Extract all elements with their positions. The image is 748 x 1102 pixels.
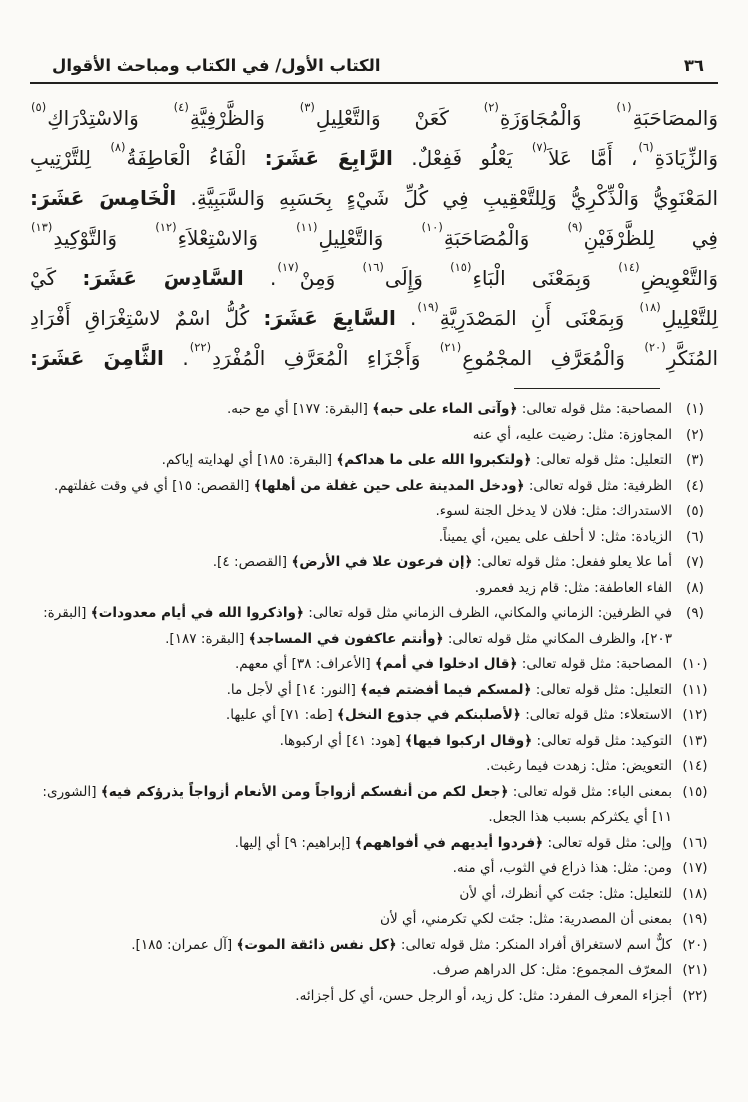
footnote-marker: (١) xyxy=(616,100,632,115)
running-head-title: الكتاب الأول/ في الكتاب ومباحث الأقوال xyxy=(52,56,381,75)
quran-quote: ﴿وأنتم عاكفون في المساجد﴾ xyxy=(248,630,444,647)
quran-quote: ﴿إن فرعون علا في الأرض﴾ xyxy=(291,554,473,570)
footnote-text xyxy=(32,984,672,1010)
text-run: وَالْمُصَاحَبَةِ xyxy=(443,226,567,250)
text-run: وَبِمَعْنَى الْبَاءِ xyxy=(472,266,618,290)
footnote-number: (٤) xyxy=(686,477,704,494)
text-line xyxy=(30,178,718,218)
quran-quote: ﴿ودخل المدينة على حين غفلة من أهلها﴾ xyxy=(253,477,525,494)
footnote-item xyxy=(32,831,718,857)
footnote-marker: (٢) xyxy=(483,100,499,115)
text-run: [طه: ٧١] أي عليها. xyxy=(225,707,337,723)
text-run: كُلُّ اسْمٌ لاسْتِغْرَاقِ أَفْرَادِ xyxy=(30,306,264,330)
footnote-text xyxy=(32,933,672,959)
quran-quote: ﴿لمسكم فيما أفضتم فيه﴾ xyxy=(360,681,532,698)
footnote-text xyxy=(32,474,672,500)
text-run: [البقرة: ١٨٥] أي لهدايته إياكم. xyxy=(161,452,337,468)
text-run: للتعليل: مثل: جئت كي أنظرك، أي لأن xyxy=(459,885,672,902)
footnote-item xyxy=(32,601,718,652)
footnote-number: (١١) xyxy=(682,681,708,698)
quran-quote: ﴿جعل لكم من أنفسكم أزواجاً ومن الأنعام أزواجاً يذرؤكم فيه﴾ xyxy=(100,783,509,800)
text-run: [القصص: ٤]. xyxy=(212,554,292,570)
footnote-item xyxy=(32,397,718,423)
text-run: ، أَمَّا عَلاَ xyxy=(548,146,638,170)
section-heading: الرَّابِعَ عَشَرَ: xyxy=(264,146,393,170)
footnote-number: (١٥) xyxy=(682,783,708,800)
text-run: [آل عمران: ١٨٥]. xyxy=(131,936,237,953)
footnote-number: (٢) xyxy=(686,426,704,443)
text-run: وَالاسْتِعْلاَءِ xyxy=(177,226,296,250)
text-line xyxy=(30,98,718,138)
footnote-item xyxy=(32,448,718,474)
footnote-number: (١٨) xyxy=(682,885,708,902)
header-rule xyxy=(30,82,718,84)
footnote-item xyxy=(32,780,718,831)
text-run: [القصص: ١٥] أي في وقت غفلتهم. xyxy=(53,477,254,494)
section-heading: الْخَامِسَ عَشَرَ: xyxy=(30,186,177,210)
text-run: وَالاسْتِدْرَاكِ xyxy=(47,106,173,130)
text-run: . xyxy=(163,346,189,370)
footnote-text xyxy=(32,754,672,780)
footnote-marker: (٢٠) xyxy=(644,340,666,355)
footnote-marker: (١٣) xyxy=(31,220,53,235)
footnote-text xyxy=(32,780,672,831)
footnote-number: (١) xyxy=(686,401,704,417)
footnote-number: (٧) xyxy=(686,554,704,570)
footnote-item xyxy=(32,499,718,525)
text-run: التعويض: مثل: زهدت فيما رغبت. xyxy=(486,758,672,774)
text-run: المَعْنَوِيُّ وَالْذِّكْرِيُّ وَلِلتَّعْقِيبِ فِي كُلِّ شَيْءٍ بِحَسَبِهِ وَالسَّبَبِيَّةِ. xyxy=(176,186,719,210)
footnote-text xyxy=(32,882,672,908)
text-run: وَبِمَعْنَى أَنِ المَصْدَرِيَّةِ xyxy=(439,306,639,330)
footnote-marker: (١٥) xyxy=(450,260,472,275)
section-heading: السَّابِعَ عَشَرَ: xyxy=(263,306,396,330)
footnote-text xyxy=(32,856,672,882)
footnote-text xyxy=(32,652,672,678)
footnote-item xyxy=(32,907,718,933)
text-run: وَالزِّيَادَةِ xyxy=(654,146,718,170)
text-run: وَالمصَاحَبَةِ xyxy=(632,106,719,130)
text-run: . xyxy=(395,306,417,330)
text-run: وَالْمُعَرَّفِ المجْمُوعِ xyxy=(462,346,644,370)
text-run: الاستدراك: مثل: فلان لا يدخل الجنة لسوء. xyxy=(435,503,672,519)
footnote-text xyxy=(32,525,672,551)
footnote-marker: (١٠) xyxy=(421,220,443,235)
footnote-text xyxy=(32,397,672,423)
footnote-marker: (١٤) xyxy=(618,260,640,275)
text-run: الزيادة: مثل: لا أحلف على يمين، أي يميناً. xyxy=(438,528,672,545)
footnote-marker: (٨) xyxy=(110,140,126,155)
quran-quote: ﴿فردوا أيديهم في أفواههم﴾ xyxy=(354,834,544,851)
footnote-text xyxy=(32,423,672,449)
text-run: كلٌّ اسم لاستغراق أفراد المنكر: مثل قوله تعالى: xyxy=(396,936,672,953)
footnote-item xyxy=(32,474,718,500)
footnote-marker: (٥) xyxy=(31,100,47,115)
text-run: [البقرة: ٢٠٣]، والظرف المكاني مثل قوله تعالى: xyxy=(43,605,672,647)
text-run: وإلى: مثل قوله تعالى: xyxy=(543,834,672,851)
text-line xyxy=(30,258,718,298)
text-run: الظرفية: مثل قوله تعالى: xyxy=(524,477,672,494)
page-header xyxy=(30,56,718,75)
footnote-number: (٢١) xyxy=(682,962,708,978)
footnote-marker: (١٧) xyxy=(277,260,299,275)
text-run: وَأَجْزَاءِ الْمُعَرَّفِ الْمُفْرَدِ xyxy=(212,346,439,370)
text-run: وَمِنْ xyxy=(299,266,362,290)
footnote-number: (٩) xyxy=(686,605,704,621)
text-line xyxy=(30,138,718,178)
text-run: وَالتَّوْكِيدِ xyxy=(53,226,155,250)
footnote-number: (٥) xyxy=(686,503,704,519)
footnote-separator xyxy=(514,388,660,389)
text-run: بمعنى أن المصدرية: مثل: جئت لكي تكرمني، أي لأن xyxy=(379,911,672,927)
footnote-text xyxy=(32,448,672,474)
footnote-marker: (١١) xyxy=(296,220,318,235)
footnote-number: (٢٠) xyxy=(682,936,708,953)
footnote-text xyxy=(32,550,672,576)
footnote-marker: (١٦) xyxy=(362,260,384,275)
footnote-item xyxy=(32,550,718,576)
footnote-item xyxy=(32,754,718,780)
footnote-number: (١٦) xyxy=(682,834,708,851)
footnote-number: (١٩) xyxy=(682,911,708,927)
text-run: الاستعلاء: مثل قوله تعالى: xyxy=(520,707,672,723)
text-line xyxy=(30,298,718,338)
text-run: [الأعراف: ٣٨] أي معهم. xyxy=(234,656,375,672)
text-run: [النور: ١٤] أي لأجل ما. xyxy=(226,681,361,698)
text-run: المعرّف المجموع: مثل: كل الدراهم صرف. xyxy=(432,962,672,978)
footnote-item xyxy=(32,576,718,602)
text-run: [إبراهيم: ٩] أي إليها. xyxy=(234,834,355,851)
quran-quote: ﴿وآتى الماء على حبه﴾ xyxy=(372,401,518,417)
text-run: ومن: مثل: هذا ذراع في الثوب، أي منه. xyxy=(452,860,672,876)
footnote-marker: (١٨) xyxy=(639,300,661,315)
text-run: [البقرة: ١٨٧]. xyxy=(165,630,249,647)
text-run: فِي لِلظَّرْفَيْنِ xyxy=(583,226,718,250)
text-run: أجزاء المعرف المفرد: مثل: كل زيد، أو الرجل حسن، أي كل أجزائه. xyxy=(295,987,672,1004)
text-run: [هود: ٤١] أي اركبوها. xyxy=(279,732,405,749)
footnote-number: (٢٢) xyxy=(682,987,708,1004)
quran-quote: ﴿لأصلبنكم في جذوع النخل﴾ xyxy=(336,707,521,723)
footnote-number: (١٢) xyxy=(682,707,708,723)
section-heading: السَّادِسَ عَشَرَ: xyxy=(82,266,244,290)
footnote-text xyxy=(32,576,672,602)
quran-quote: ﴿وقال اركبوا فيها﴾ xyxy=(404,732,533,749)
footnote-marker: (٤) xyxy=(173,100,189,115)
footnote-number: (٦) xyxy=(686,528,704,545)
footnote-number: (٣) xyxy=(686,452,704,468)
quran-quote: ﴿واذكروا الله في أيام معدودات﴾ xyxy=(90,605,304,621)
footnote-text xyxy=(32,958,672,984)
text-run: لِلتَّرْتِيبِ xyxy=(30,146,110,170)
footnote-marker: (٧) xyxy=(531,140,548,155)
text-run: المُنَكَّرِ xyxy=(666,346,719,370)
footnote-number: (١٠) xyxy=(682,656,708,672)
footnote-item xyxy=(32,678,718,704)
text-run: المجاوزة: مثل: رضيت عليه، أي عنه xyxy=(472,426,672,443)
text-run: [الشورى: ١١] أي يكثركم بسبب هذا الجعل. xyxy=(42,783,672,825)
footnote-item xyxy=(32,933,718,959)
section-heading: الثَّامِنَ عَشَرَ: xyxy=(30,346,164,370)
page-number: ٣٦ xyxy=(683,56,704,75)
text-line xyxy=(30,338,718,378)
footnote-text xyxy=(32,678,672,704)
text-run: وَالتَّعْوِيضِ xyxy=(640,266,718,290)
footnote-text xyxy=(32,729,672,755)
text-run: وَالظَّرْفِيَّةِ xyxy=(189,106,299,130)
text-run: أما علا يعلو ففعل: مثل قوله تعالى: xyxy=(472,554,672,570)
text-run: المصاحبة: مثل قوله تعالى: xyxy=(517,401,672,417)
footnote-marker: (٢٢) xyxy=(189,340,212,355)
text-run: لِلتَّعْلِيلِ xyxy=(661,306,718,330)
footnote-text xyxy=(32,499,672,525)
footnote-item xyxy=(32,703,718,729)
footnote-marker: (٢١) xyxy=(439,340,462,355)
quran-quote: ﴿قال ادخلوا في أمم﴾ xyxy=(374,656,518,672)
text-run: كَعَنْ وَالتَّعْلِيلِ xyxy=(315,106,483,130)
text-run: [البقرة: ١٧٧] أي مع حبه. xyxy=(226,401,373,417)
text-run: التوكيد: مثل قوله تعالى: xyxy=(532,732,672,749)
text-run: المصاحبة: مثل قوله تعالى: xyxy=(517,656,672,672)
text-run: التعليل: مثل قوله تعالى: xyxy=(531,681,672,698)
footnote-number: (١٤) xyxy=(682,758,708,774)
footnotes-section xyxy=(30,397,718,1009)
footnote-text xyxy=(32,601,672,652)
footnote-number: (١٣) xyxy=(682,732,708,749)
text-run: وَالْمُجَاوَزَةِ xyxy=(499,106,616,130)
text-run: الفاء العاطفة: مثل: قام زيد فعمرو. xyxy=(474,579,672,596)
footnote-number: (١٧) xyxy=(682,860,708,876)
footnote-marker: (٣) xyxy=(299,100,315,115)
text-run: وَإِلَى xyxy=(384,266,450,290)
footnote-item xyxy=(32,729,718,755)
text-run: . xyxy=(243,266,277,290)
footnote-text xyxy=(32,703,672,729)
text-run: بمعنى الباء: مثل قوله تعالى: xyxy=(508,783,672,800)
footnote-marker: (٩) xyxy=(567,220,583,235)
footnote-marker: (١٢) xyxy=(155,220,177,235)
footnote-item xyxy=(32,423,718,449)
quran-quote: ﴿ولتكبروا الله على ما هداكم﴾ xyxy=(336,452,532,468)
footnote-item xyxy=(32,856,718,882)
footnote-marker: (١٩) xyxy=(417,300,439,315)
footnote-text xyxy=(32,907,672,933)
text-run: وَالتَّعْلِيلِ xyxy=(318,226,421,250)
text-line xyxy=(30,218,718,258)
footnote-item xyxy=(32,525,718,551)
text-run: التعليل: مثل قوله تعالى: xyxy=(531,452,672,468)
text-run: يَعْلُو فَفِعْلٌ. xyxy=(392,146,531,170)
footnote-number: (٨) xyxy=(686,579,704,596)
text-run: كَيْ xyxy=(30,266,83,290)
footnote-text xyxy=(32,831,672,857)
text-run: في الظرفين: الزماني والمكاني، الظرف الزماني مثل قوله تعالى: xyxy=(303,605,672,621)
footnote-item xyxy=(32,882,718,908)
quran-quote: ﴿كل نفس ذائقة الموت﴾ xyxy=(236,936,397,953)
footnote-marker: (٦) xyxy=(638,140,654,155)
text-run: الْفَاءُ الْعَاطِفَةُ xyxy=(126,146,265,170)
footnote-item xyxy=(32,984,718,1010)
footnote-item xyxy=(32,652,718,678)
footnote-item xyxy=(32,958,718,984)
main-text-block xyxy=(30,98,718,378)
